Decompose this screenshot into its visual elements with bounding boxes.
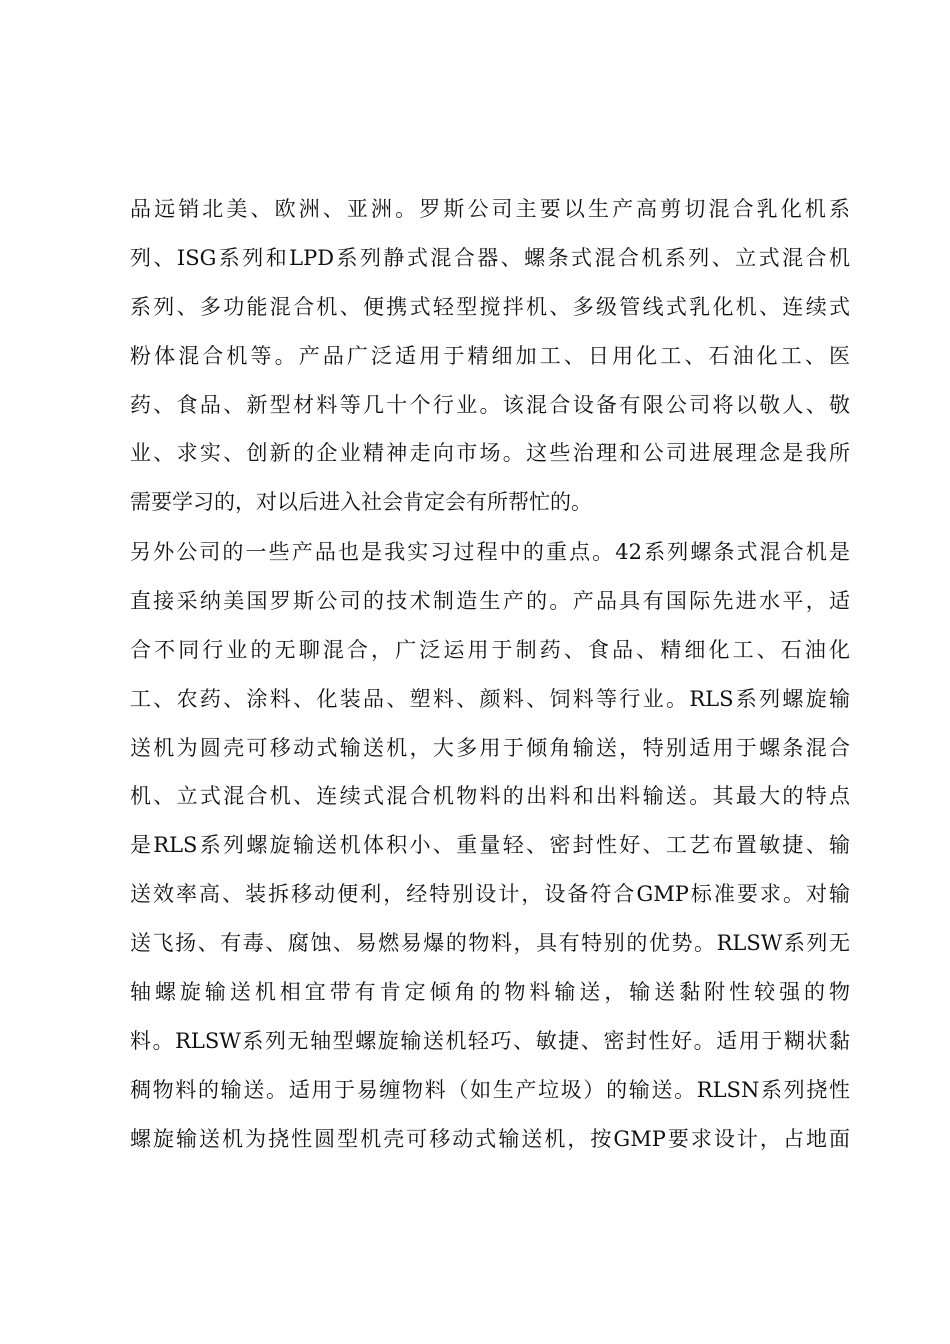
- text-line: 送效率高、装拆移动便利，经特别设计，设备符合GMP标准要求。对输: [130, 882, 850, 907]
- text-line: 需要学习的，对以后进入社会肯定会有所帮忙的。: [130, 490, 592, 515]
- text-line: 药、食品、新型材料等几十个行业。该混合设备有限公司将以敬人、敬: [130, 392, 850, 417]
- text-line: 料。RLSW系列无轴型螺旋输送机轻巧、敏捷、密封性好。适用于糊状黏: [130, 1028, 850, 1053]
- text-line: 是RLS系列螺旋输送机体积小、重量轻、密封性好、工艺布置敏捷、输: [130, 833, 850, 858]
- text-line: 业、求实、创新的企业精神走向市场。这些治理和公司进展理念是我所: [130, 441, 850, 466]
- text-line: 送飞扬、有毒、腐蚀、易燃易爆的物料，具有特别的优势。RLSW系列无: [130, 931, 850, 956]
- text-line: 稠物料的输送。适用于易缠物料（如生产垃圾）的输送。RLSN系列挠性: [130, 1077, 850, 1102]
- text-line: 粉体混合机等。产品广泛适用于精细加工、日用化工、石油化工、医: [130, 343, 850, 368]
- text-line: 轴螺旋输送机相宜带有肯定倾角的物料输送，输送黏附性较强的物: [130, 980, 850, 1005]
- text-line: 列、ISG系列和LPD系列静式混合器、螺条式混合机系列、立式混合机: [130, 245, 850, 270]
- text-line: 合不同行业的无聊混合，广泛运用于制药、食品、精细化工、石油化: [130, 637, 850, 662]
- text-line: 另外公司的一些产品也是我实习过程中的重点。42系列螺条式混合机是: [130, 540, 850, 564]
- paragraph-company-intro: [130, 185, 850, 527]
- text-line: 机、立式混合机、连续式混合机物料的出料和出料输送。其最大的特点: [130, 784, 850, 809]
- text-line: 送机为圆壳可移动式输送机，大多用于倾角输送，特别适用于螺条混合: [130, 735, 850, 760]
- text-line: 系列、多功能混合机、便携式轻型搅拌机、多级管线式乳化机、连续式: [130, 294, 850, 319]
- text-line: 工、农药、涂料、化装品、塑料、颜料、饲料等行业。RLS系列螺旋输: [130, 686, 850, 711]
- text-line: 直接采纳美国罗斯公司的技术制造生产的。产品具有国际先进水平，适: [130, 588, 850, 613]
- paragraph-product-details: [130, 528, 850, 1164]
- text-line: 螺旋输送机为挠性圆型机壳可移动式输送机，按GMP要求设计，占地面: [130, 1126, 850, 1151]
- text-line: 品远销北美、欧洲、亚洲。罗斯公司主要以生产高剪切混合乳化机系: [130, 197, 850, 221]
